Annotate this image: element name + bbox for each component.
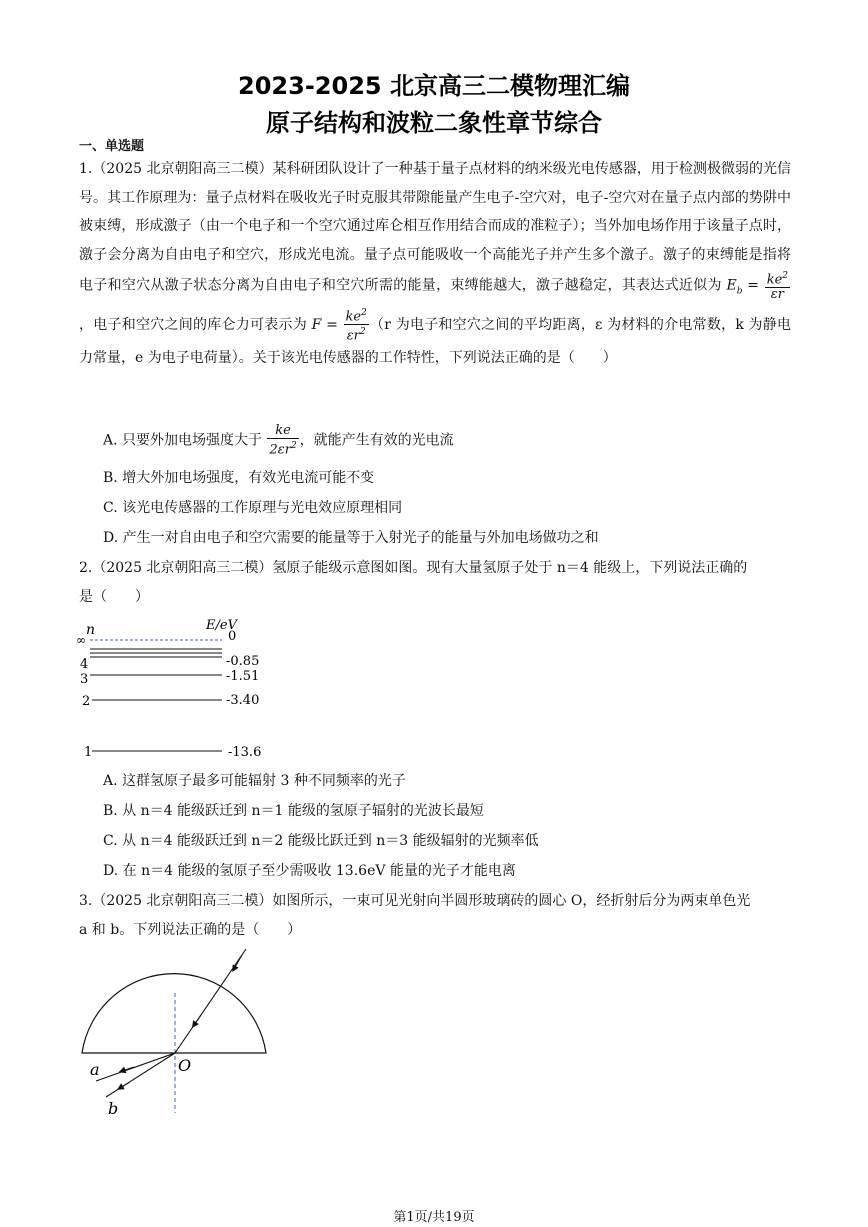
ray-a xyxy=(96,1053,175,1081)
level-3-n: 3 xyxy=(80,672,89,687)
q1-option-a[interactable] xyxy=(103,424,454,457)
page-footer: 第1页/共19页 xyxy=(393,1210,475,1225)
question-3-stem-line2: a 和 b。下列说法正确的是（ ） xyxy=(79,922,302,938)
ray-a-arrow xyxy=(122,1067,134,1071)
question-2-stem-line1: 2.（2025 北京朝阳高三二模）氢原子能级示意图如图。现有大量氢原子处于 n＝4 能级上，下列说法正确的 xyxy=(79,560,748,576)
option-a-denominator: 2εr xyxy=(269,442,291,458)
level-2-n: 2 xyxy=(82,694,91,709)
document-title-line1: 2023-2025 北京高三二模物理汇编 xyxy=(238,72,630,100)
incident-arrow-1 xyxy=(234,955,242,969)
q2-option-d[interactable]: D. 在 n＝4 能级的氢原子至少需吸收 13.6eV 能量的光子才能电离 xyxy=(103,863,516,879)
f-symbol: F xyxy=(311,316,322,333)
level-2-e: -3.40 xyxy=(226,693,260,708)
force-numerator: ke xyxy=(345,309,362,325)
q2-option-a[interactable]: A. 这群氢原子最多可能辐射 3 种不同频率的光子 xyxy=(103,773,406,789)
option-a-numerator: ke xyxy=(267,424,298,439)
q1-option-c[interactable]: C. 该光电传感器的工作原理与光电效应原理相同 xyxy=(103,500,403,516)
refraction-diagram xyxy=(70,945,280,1125)
q1-text-mid: ，电子和空穴之间的库仑力可表示为 xyxy=(79,316,307,333)
level-4-n: 4 xyxy=(80,657,89,672)
ray-b-arrow xyxy=(120,1082,130,1088)
level-zero-label: 0 xyxy=(228,629,237,644)
eb-numerator: ke xyxy=(766,272,783,288)
incident-arrow-2 xyxy=(194,1015,201,1025)
label-o: O xyxy=(178,1056,192,1075)
eb-symbol: E xyxy=(726,277,737,294)
q1-text-part2: （r 为电子和空穴之间的平均距离，ε 为材料的介电常数，k 为静电力常量，e 为电子电荷量）。关于该光电传感器的工作特性，下列说法正确的是（ ） xyxy=(79,316,791,366)
option-a-fraction: $\frac{ke}{2\varepsilon r^2}$ xyxy=(269,423,297,458)
label-a: a xyxy=(90,1060,100,1079)
force-fraction: $\frac{ke^2}{\varepsilon r^2}$ xyxy=(345,307,367,344)
q2-option-c[interactable]: C. 从 n＝4 能级跃迁到 n＝2 能级比跃迁到 n＝3 能级辐射的光频率低 xyxy=(103,833,539,849)
level-4-e: -0.85 xyxy=(226,654,260,669)
question-2-stem-line2: 是（ ） xyxy=(79,589,149,605)
energy-level-diagram xyxy=(70,614,280,764)
eb-subscript: b xyxy=(736,286,743,297)
ray-b xyxy=(106,1053,175,1097)
level-1-e: -13.6 xyxy=(228,745,262,760)
n-axis-label: n xyxy=(86,622,96,638)
q1-text-part1: 1.（2025 北京朝阳高三二模）某科研团队设计了一种基于量子点材料的纳米级光电传感器，用于检测极微弱的光信号。其工作原理为：量子点材料在吸收光子时克服其带隙能量产生电子-空穴对，电子-空穴对在量子点内部的势阱中被束缚，形成激子（由一个电子和一个空穴通过库仑相互作用结合而成的准粒子）；当外加电场作用于该量子点时，激子会分离为自由电子和空穴，形成光电流。量子点可能吸收一个高能光子并产生多个激子。激子的束缚能是指将电子和空穴从激子状态分离为自由电子和空穴所需的能量，束缚能越大，激子越稳定，其表达式近似为 xyxy=(79,161,791,294)
section-heading: 一、单选题 xyxy=(79,139,145,154)
question-1-stem: 1.（2025 北京朝阳高三二模）某科研团队设计了一种基于量子点材料的纳米级光电传感器，用于检测极微弱的光信号。其工作原理为：量子点材料在吸收光子时克服其带隙能量产生电子-空穴对，电子-空穴对在量子点内部的势阱中被束缚，形成激子（由一个电子和一个空穴通过库仑相互作用结合而成的准粒子）；当外加电场作用于该量子点时，激子会分离为自由电子和空穴，形成光电流。量子点可能吸收一个高能光子并产生多个激子。激子的束缚能是指将电子和空穴从激子状态分离为自由电子和空穴所需的能量，束缚能越大，激子越稳定，其表达式近似为 $E_b$ = $\frac{ke^2}{\varepsilon r}$ ，电子和空穴之间的库仑力可表示为 F = $\frac{ke^2}{\varepsilon r^2}$ （r 为电子和空穴之间的平均距离，ε 为材料的介电常数，k 为静电力常量，e 为电子电荷量）。关于该光电传感器的工作特性，下列说法正确的是（ ） xyxy=(79,161,791,366)
semicircle-glass-brick xyxy=(82,974,266,1053)
incident-ray xyxy=(175,949,246,1053)
q1-option-b[interactable]: B. 增大外加电场强度，有效光电流可能不变 xyxy=(103,470,375,486)
level-3-e: -1.51 xyxy=(226,669,260,684)
label-b: b xyxy=(108,1099,119,1118)
level-1-n: 1 xyxy=(84,745,93,760)
q1-option-d[interactable]: D. 产生一对自由电子和空穴需要的能量等于入射光子的能量与外加电场做功之和 xyxy=(103,530,599,546)
eb-fraction: $\frac{ke^2}{\varepsilon r}$ xyxy=(766,271,788,303)
energy-axis-label: E/eV xyxy=(206,618,237,633)
infinity-label: ∞ xyxy=(76,633,86,647)
q1-option-a-pre: A. 只要外加电场强度大于 xyxy=(103,432,263,449)
force-denominator: εr xyxy=(346,328,360,344)
document-title-line2: 原子结构和波粒二象性章节综合 xyxy=(266,109,602,137)
question-3-stem-line1: 3.（2025 北京朝阳高三二模）如图所示，一束可见光射向半圆形玻璃砖的圆心 O，经折射后分为两束单色光 xyxy=(79,893,751,909)
q1-option-a-post: ，就能产生有效的光电流 xyxy=(299,432,454,449)
eb-denominator: εr xyxy=(770,287,784,303)
q2-option-b[interactable]: B. 从 n＝4 能级跃迁到 n＝1 能级的氢原子辐射的光波长最短 xyxy=(103,803,484,819)
